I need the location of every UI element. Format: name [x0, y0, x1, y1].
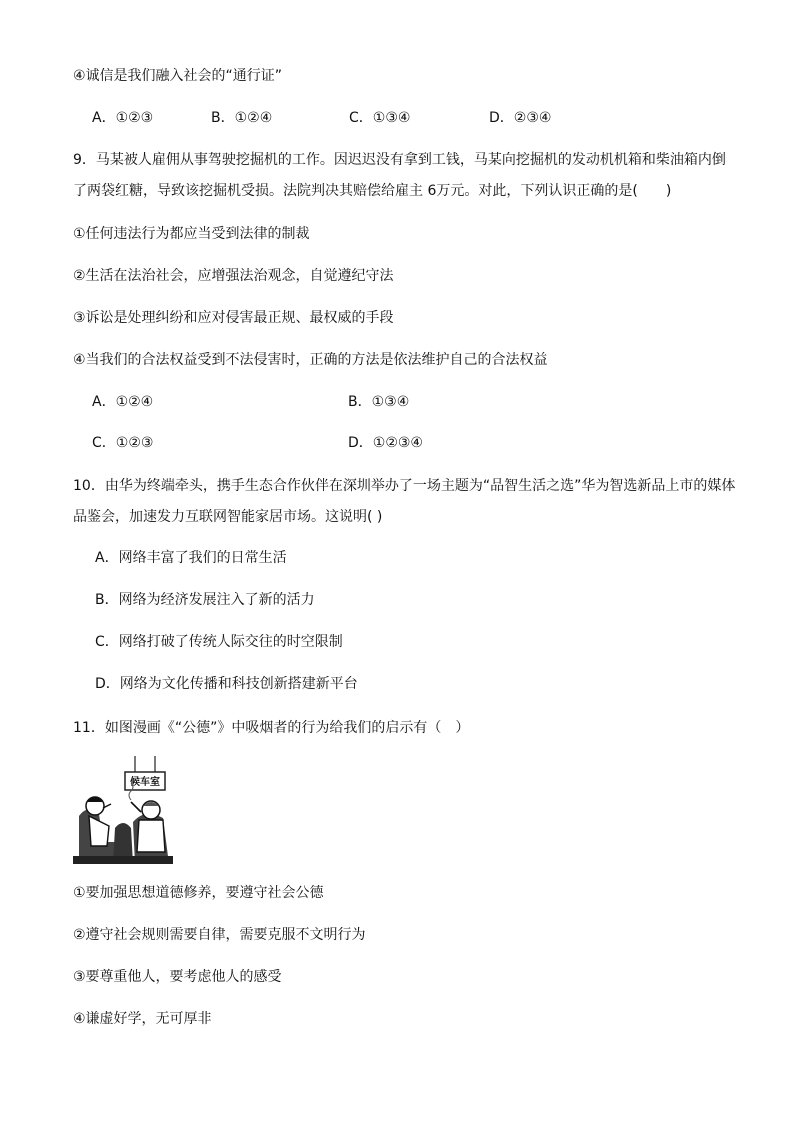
- option-text: ①③④: [371, 394, 410, 410]
- option-text: ①②③④: [372, 435, 423, 451]
- q10-option-b[interactable]: [95, 590, 315, 610]
- q10-stem-line-1: 10．由华为终端牵头，携手生态合作伙伴在深圳举办了一场主题为“品智生活之选”华为智选新品上市的媒体: [73, 478, 736, 494]
- q11-stem: 11．如图漫画《“公德”》中吸烟者的行为给我们的启示有（ ）: [73, 720, 470, 736]
- q9-statement-3: ③诉讼是处理纠纷和应对侵害最正规、最权威的手段: [73, 310, 394, 326]
- q8-statement-4: ④诚信是我们融入社会的“通行证”: [73, 68, 283, 84]
- option-letter: C．: [92, 435, 116, 451]
- option-letter: D．: [489, 110, 514, 126]
- option-letter: A．: [95, 550, 119, 566]
- q10-option-a[interactable]: [95, 548, 287, 568]
- q8-option-a[interactable]: [92, 108, 153, 128]
- option-letter: D．: [348, 435, 373, 451]
- option-text: ①②④: [234, 110, 273, 126]
- smoking-cartoon-illustration: [73, 756, 173, 864]
- q11-statement-3: ③要尊重他人，要考虑他人的感受: [73, 969, 282, 985]
- option-text: ②③④: [513, 110, 552, 126]
- q10-stem-line-2: 品鉴会，加速发力互联网智能家居市场。这说明( ): [73, 509, 383, 525]
- option-text: 网络为经济发展注入了新的活力: [118, 592, 315, 608]
- option-text: ①②③: [115, 435, 154, 451]
- option-letter: B．: [348, 394, 372, 410]
- option-text: ①②④: [115, 394, 154, 410]
- q9-option-b[interactable]: [348, 392, 409, 412]
- q9-option-c[interactable]: [92, 433, 153, 453]
- option-letter: D．: [95, 676, 120, 692]
- option-letter: C．: [95, 634, 119, 650]
- option-letter: A．: [92, 110, 116, 126]
- option-text: ①②③: [115, 110, 154, 126]
- q11-statement-2: ②遵守社会规则需要自律，需要克服不文明行为: [73, 927, 366, 943]
- q11-statement-1: ①要加强思想道德修养，要遵守社会公德: [73, 885, 324, 901]
- option-text: 网络为文化传播和科技创新搭建新平台: [119, 676, 358, 692]
- q9-statement-2: ②生活在法治社会，应增强法治观念，自觉遵纪守法: [73, 268, 394, 284]
- q9-stem-line-1: 9．马某被人雇佣从事驾驶挖掘机的工作。因迟迟没有拿到工钱，马某向挖掘机的发动机机箱和柴油箱内倒: [73, 152, 726, 168]
- option-text: ①③④: [372, 110, 411, 126]
- q9-option-d[interactable]: [348, 433, 423, 453]
- q11-statement-4: ④谦虚好学，无可厚非: [73, 1011, 212, 1027]
- cartoon-image: [73, 756, 173, 864]
- q9-statement-4: ④当我们的合法权益受到不法侵害时，正确的方法是依法维护自己的合法权益: [73, 352, 548, 368]
- q10-option-d[interactable]: [95, 674, 358, 694]
- q9-statement-1: ①任何违法行为都应当受到法律的制裁: [73, 226, 310, 242]
- q10-option-c[interactable]: [95, 632, 343, 652]
- q8-option-c[interactable]: [349, 108, 410, 128]
- sign-text: 候车室: [130, 777, 160, 788]
- option-text: 网络丰富了我们的日常生活: [118, 550, 287, 566]
- option-letter: B．: [95, 592, 119, 608]
- option-letter: A．: [92, 394, 116, 410]
- q8-option-b[interactable]: [211, 108, 272, 128]
- q8-option-d[interactable]: [489, 108, 551, 128]
- option-text: 网络打破了传统人际交往的时空限制: [118, 634, 343, 650]
- q9-stem-line-2: 了两袋红糖，导致该挖掘机受损。法院判决其赔偿给雇主 6万元。对此，下列认识正确的是( ): [73, 183, 672, 199]
- option-letter: C．: [349, 110, 373, 126]
- q9-option-a[interactable]: [92, 392, 153, 412]
- option-letter: B．: [211, 110, 235, 126]
